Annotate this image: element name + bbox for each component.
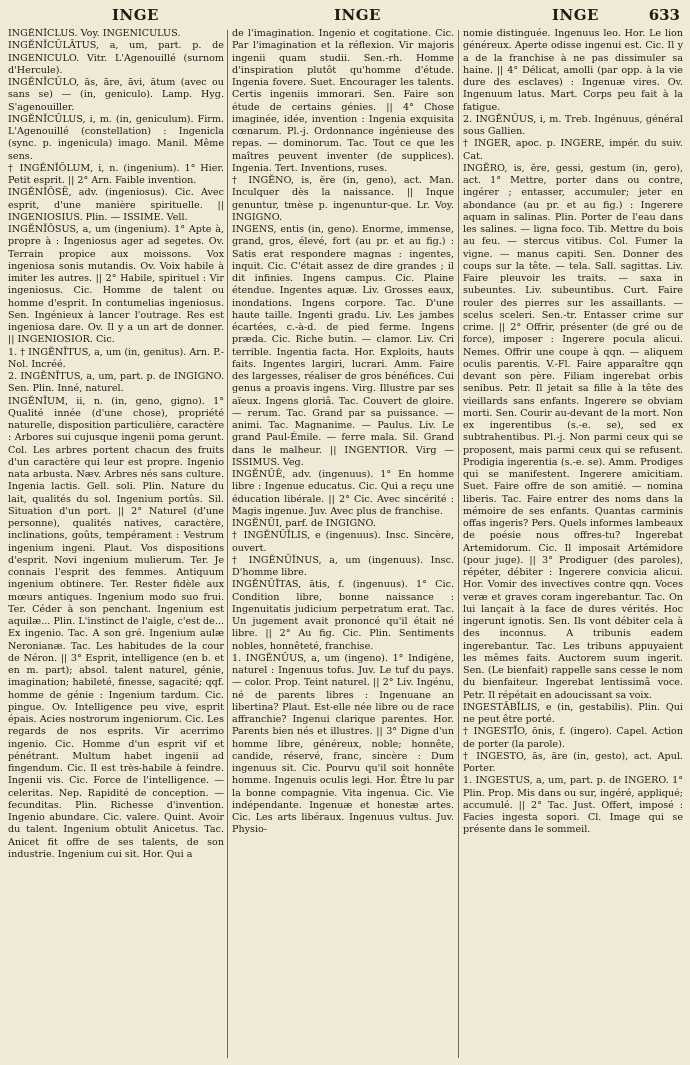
dictionary-entry: INGĔNŬĬTAS, ātis, f. (ingenuus). 1° Cic. Condition libre, bonne naissance : Ingenuitatis judicium perpetratum erat. Tac. Un jugement avait prononcé qu'il était né libre. || 2° Au fig. Cic. Plin. Sentiments nobles, honnêteté, franchise. bbox=[232, 579, 454, 652]
dictionary-entry: 2. INGĔNŬUS, i, m. Treb. Ingénuus, général sous Gallien. bbox=[463, 113, 683, 137]
dictionary-entry: INGĔNĬCŬLĀTUS, a, um, part. p. de INGENICULO. Vitr. L'Agenouillé (surnom d'Hercule). bbox=[8, 40, 224, 76]
dictionary-entry: † INGĔNĬŎLUM, i, n. (ingenium). 1° Hier. Petit esprit. || 2° Arn. Faible invention. bbox=[8, 162, 224, 186]
dictionary-entry: 1. INGESTUS, a, um, part. p. de INGERO. 1° Plin. Prop. Mis dans ou sur, ingéré, appliqué; accumulé. || 2° Tac. Just. Offert, imposé : Facies ingesta sopori. Cl. Image qui se présente dans le sommeil. bbox=[463, 775, 683, 836]
dictionary-entry: INGĔNĬCLUS. Voy. INGENICULUS. bbox=[8, 28, 181, 39]
dictionary-entry: INGĔNŬI, parf. de INGIGNO. bbox=[232, 518, 376, 529]
dictionary-entry: † INGĔNO, is, ĕre (in, geno), act. Man. Inculquer dès la naissance. || Inque genuntur, tmèse p. ingenuntur-que. Lr. Voy. INGIGNO. bbox=[232, 175, 454, 223]
dictionary-column-3 bbox=[463, 28, 683, 1060]
running-head-left: INGE bbox=[112, 6, 159, 24]
column-divider-1 bbox=[227, 30, 228, 1058]
dictionary-entry: † INGĔNŬĬLIS, e (ingenuus). Insc. Sincère, ouvert. bbox=[232, 530, 454, 554]
dictionary-entry: 1. † INGĔNĬTUS, a, um (in, genitus). Arn. P.-Nol. Incréé. bbox=[8, 346, 224, 370]
dictionary-entry: INGENS, entis (in, geno). Enorme, immense, grand, gros, élevé, fort (au pr. et au fig.) : Satis erat respondere magnas : ingentes, inquit. Cic. C'était assez de dire grandes ; il dit infinies. Ingens campus. Cic. Plaine étendue. Ingentes aquæ. Liv. Grosses eaux, inondations. Ingens corpore. Tac. D'une haute taille. Ingenti gradu. Liv. Les jambes écartées, c.-à-d. de pied ferme. Ingens præda. Cic. Riche butin. — clamor. Liv. Cri terrible. Ingentia facta. Hor. Exploits, hauts faits. Ingentes largiri, lucrari. Amm. Faire des largesses, réaliser de gros bénéfices. Cui genus a proavis ingens. Virg. Illustre par ses aïeux. Ingens gloriâ. Tac. Couvert de gloire. — rerum. Tac. Grand par sa puissance. — animi. Tac. Magnanime. — Paulus. Liv. Le grand Paul-Émile. — ferre mala. Sil. Grand dans le malheur. || INGENTIOR. Virg — ISSIMUS. Veg. bbox=[232, 224, 454, 468]
dictionary-entry: 1. INGĔNŬUS, a, um (ingeno). 1° Indigène, naturel : Ingenuus tofus. Juv. Le tuf du pays. — color. Prop. Teint naturel. || 2° Liv. Ingénu, né de parents libres : Ingenuane an libertina? Plaut. Est-elle née libre ou de race affranchie? Ingenui clarique parentes. Hor. Parents bien nés et illustres. || 3° Digne d'un homme libre, généreux, noble; honnête, candide, réservé, franc, sincère : Dum ingenuus sit. Cic. Pourvu qu'il soit honnête homme. Ingenuis oculis legi. Hor. Être lu par la bonne compagnie. Vita ingenua. Cic. Vie indépendante. Ingenuæ et honestæ artes. Cic. Les arts libéraux. Ingenuus vultus. Juv. Physio- bbox=[232, 652, 454, 836]
dictionary-entry: † INGESTĬO, ōnis, f. (ingero). Capel. Action de porter (la parole). bbox=[463, 726, 683, 750]
column-divider-2 bbox=[458, 30, 459, 1058]
dictionary-column-1 bbox=[8, 28, 224, 1060]
dictionary-column-2 bbox=[232, 28, 454, 1060]
dictionary-entry: † INGER, apoc. p. INGERE, impér. du suiv. Cat. bbox=[463, 138, 683, 162]
page-number: 633 bbox=[648, 6, 680, 24]
dictionary-entry: INGĔNĬUM, ii, n. (in, geno, gigno). 1° Qualité innée (d'une chose), propriété naturelle, disposition particulière, caractère : Arbores sui cujusque ingenii poma gerunt. Col. Les arbres portent chacun des fruits d'un caractère qui leur est propre. Ingenio nata arbusta. Næv. Arbres nés sans culture. Ingenia lactis. Gell. soli. Plin. Nature du lait, qualités du sol. Ingenium portûs. Sil. Situation d'un port. || 2° Naturel (d'une personne), qualités natives, caractère, inclinations, goûts, tempérament : Vestrum ingenium ingeni. Plaut. Vos dispositions d'esprit. Novi ingenium mulierum. Ter. Je connais l'esprit des femmes. Antiquum ingenium obtinere. Ter. Rester fidèle aux mœurs antiques. Ingenium modo suo frui. Ter. Céder à son penchant. Ingenium est aquilæ... Plin. L'instinct de l'aigle, c'est de... Ex ingenio. Tac. A son gré. Ingenium aulæ Neronianæ. Tac. Les habitudes de la cour de Néron. || 3° Esprit, intelligence (en b. et en m. part); absol. talent naturel, génie, imagination; habileté, finesse, sagacité; qqf. homme de génie : Ingenium tardum. Cic. pingue. Ov. Intelligence peu vive, esprit épais. Acies nostrorum ingeniorum. Cic. Les regards de nos esprits. Vir acerrimo ingenio. Cic. Homme d'un esprit vif et pénétrant. Multum habet ingenii ad fingendum. Cic. Il est très-habile à feindre. Ingenii vis. Cic. Force de l'intelligence. — celeritas. Nep. Rapidité de conception. — fecunditas. Plin. Richesse d'invention. Ingenio abundare. Cic. valere. Quint. Avoir du talent. Ingenium obtulit Anicetus. Tac. Anicet fit offre de ses talents, de son industrie. Ingenium cui sit. Hor. Qui a bbox=[8, 395, 224, 860]
dictionary-entry: † INGESTO, ās, āre (in, gesto), act. Apul. Porter. bbox=[463, 750, 683, 774]
dictionary-entry: † INGĔNŬĬNUS, a, um (ingenuus). Insc. D'homme libre. bbox=[232, 554, 454, 578]
dictionary-entry: INGĔNŬĒ, adv. (ingenuus). 1° En homme libre : Ingenue educatus. Cic. Qui a reçu une éducation libérale. || 2° Cic. Avec sincérité : Magis ingenue. Juv. Avec plus de franchise. bbox=[232, 469, 454, 517]
dictionary-entry: INGESTĀBĬLIS, e (in, gestabilis). Plin. Qui ne peut être porté. bbox=[463, 701, 683, 725]
dictionary-entry: INGĔNĬŌSĒ, adv. (ingeniosus). Cic. Avec esprit, d'une manière spirituelle. || INGENIOSIUS. Plin. — ISSIME. Vell. bbox=[8, 187, 224, 223]
page-header bbox=[0, 0, 690, 30]
running-head-center: INGE bbox=[334, 6, 381, 24]
dictionary-entry: INGĔRO, is, ĕre, gessi, gestum (in, gero), act. 1° Mettre, porter dans ou contre, ingérer ; entasser, accumuler; jeter en abondance (au pr. et au fig.) : Ingerere aquam in salinas. Plin. Porter de l'eau dans les salines. — ligna foco. Tib. Mettre du bois au feu. — stercus vitibus. Col. Fumer la vigne. — manus capiti. Sen. Donner des coups sur la tête. — tela. Sall. sagittas. Liv. Faire pleuvoir les traits. — saxa in subeuntes. Liv. subeuntibus. Curt. Faire rouler des pierres sur les assaillants. — scelus sceleri. Sen.-tr. Entasser crime sur crime. || 2° Offrir, présenter (de gré ou de force), imposer : Ingerere pocula alicui. Nemes. Offrir une coupe à qqn. — aliquem oculis parentis. V.-Fl. Faire apparaître qqn devant son père. Filiam ingerebat orbis senibus. Petr. Il jetait sa fille à la tête des vieillards sans enfants. Ingerere se obviam morti. Sen. Courir au-devant de la mort. Non ex ingerentibus (s.-e. se), sed ex subtrahentibus. Pl.-j. Non parmi ceux qui se proposent, mais parmi ceux qui se refusent. Prodigia ingerentia (s.-e. se). Amm. Prodiges qui se manifestent. Ingerere amicitiam. Suet. Faire offre de son amitié. — nomina liberis. Tac. Faire entrer des noms dans la mémoire de ses enfants. Quantas carminis offas ingeris? Pers. Quels informes lambeaux de poésie nous offres-tu? Ingerebat Artemidorum. Cic. Il imposait Artémidore (pour juge). || 3° Prodiguer (des paroles), répéter, débiter : Ingerere convicia alicui. Hor. Vomir des invectives contre qqn. Voces veræ et graves coram ingerebantur. Tac. On lui lançait à la face de dures vérités. Hoc ingerunt ignotis. Sen. Ils vont débiter cela à des inconnus. A tribunis eadem ingerebantur. Tac. Les tribuns appuyaient les mêmes faits. Auctorem suum ingerit. Sen. (Le bienfait) rappelle sans cesse le nom du bienfaiteur. Ingerebat lentissimâ voce. Petr. Il répétait en adoucissant sa voix. bbox=[463, 162, 683, 701]
dictionary-entry: INGĔNĬCŬLUS, i, m. (in, geniculum). Firm. L'Agenouillé (constellation) : Ingenicla (sync. p. ingenicula) imago. Manil. Même sens. bbox=[8, 113, 224, 162]
dictionary-entry: de l'imagination. Ingenio et cogitatione. Cic. Par l'imagination et la réflexion. Vir majoris ingenii quam studii. Sen.-rh. Homme d'inspiration plutôt qu'homme d'étude. Ingenia fovere. Suet. Encourager les talents. Certis ingeniis immorari. Sen. Faire son étude de certains génies. || 4° Chose imaginée, idée, invention : Ingenia exquisita cœnarum. Pl.-j. Ordonnance ingénieuse des repas. — dominorum. Tac. Tout ce que les maîtres peuvent inventer (de supplices). Ingenia. Tert. Inventions, ruses. bbox=[232, 28, 454, 174]
running-head-right: INGE bbox=[552, 6, 599, 24]
dictionary-entry: INGĔNĬCŬLO, ās, āre, āvi, ātum (avec ou sans se) — (in, geniculo). Lamp. Hyg. S'agenouiller. bbox=[8, 77, 224, 113]
dictionary-entry: INGĔNĬŌSUS, a, um (ingenium). 1° Apte à, propre à : Ingeniosus ager ad segetes. Ov. Terrain propice aux moissons. Vox ingeniosa sonis mutandis. Ov. Voix habile à imiter les autres. || 2° Habile, spirituel : Vir ingeniosus. Cic. Homme de talent ou homme d'esprit. In contumelias ingeniosus. Sen. Ingénieux à lancer l'outrage. Res est ingeniosa dare. Ov. Il y a un art de donner. || INGENIOSIOR. Cic. bbox=[8, 224, 224, 346]
dictionary-entry: 2. INGĔNĬTUS, a, um, part. p. de INGIGNO. Sen. Plin. Inné, naturel. bbox=[8, 371, 224, 395]
dictionary-entry: nomie distinguée. Ingenuus leo. Hor. Le lion généreux. Aperte odisse ingenui est. Cic. Il y a de la franchise à ne pas dissimuler sa haine. || 4° Délicat, amolli (par opp. à la vie dure des esclaves) : Ingenuæ vires. Ov. Ingenuum latus. Mart. Corps peu fait à la fatigue. bbox=[463, 28, 683, 113]
